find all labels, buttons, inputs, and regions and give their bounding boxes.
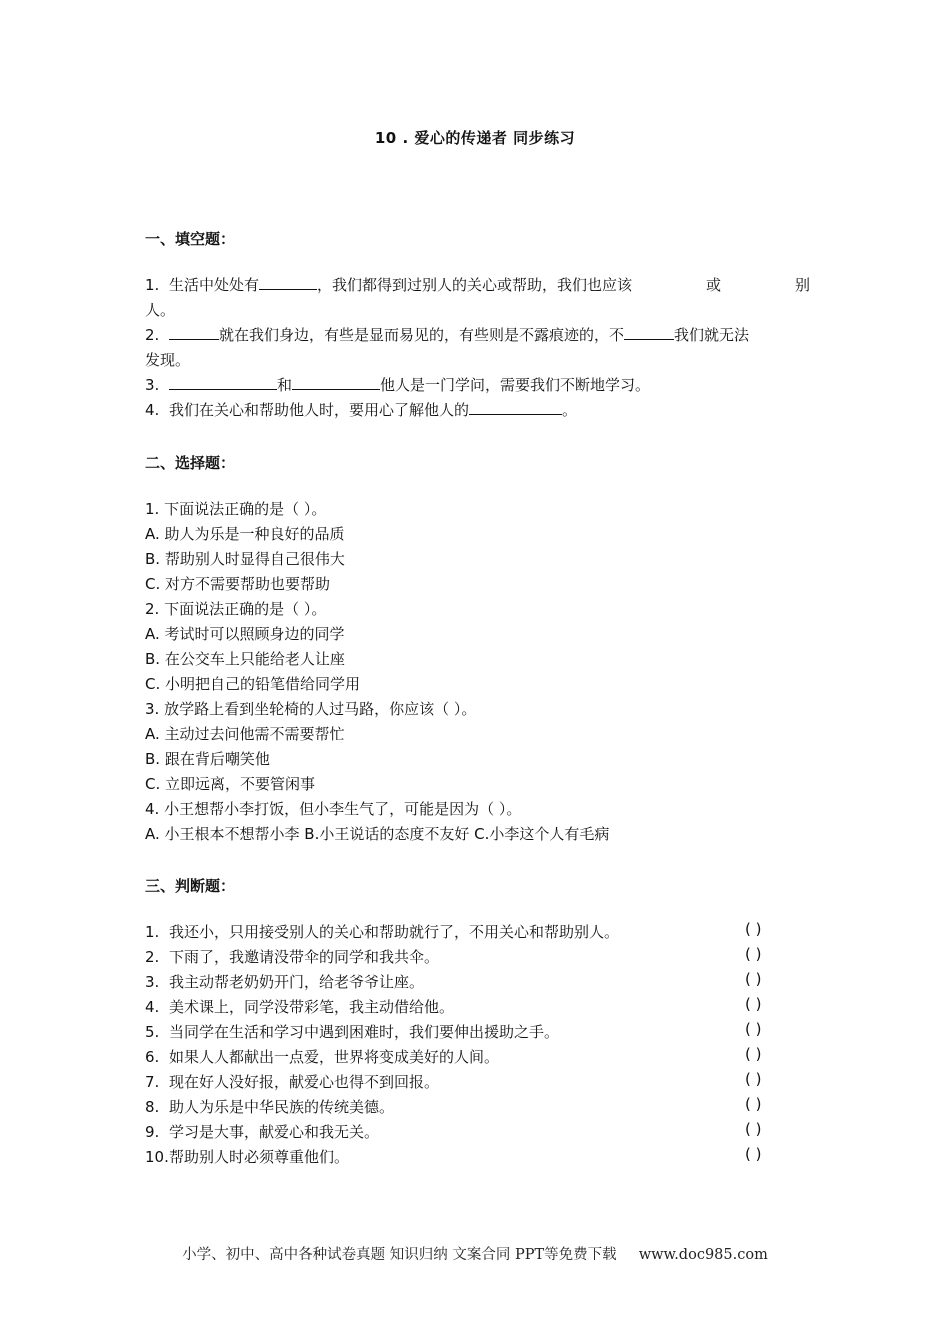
choice-line: 4. 小王想帮小李打饭，但小李生气了，可能是因为（ ）。 bbox=[145, 800, 522, 818]
judge-answer-paren[interactable]: ( ) bbox=[745, 1070, 762, 1088]
choice-option[interactable]: C. 对方不需要帮助也要帮助 bbox=[145, 575, 331, 593]
judge-item: 9. 学习是大事，献爱心和我无关。 bbox=[145, 1123, 380, 1141]
choice-option[interactable]: A. 小王根本不想帮小李 B.小王说话的态度不友好 C.小李这个人有毛病 bbox=[145, 825, 610, 843]
choice-line: 2. 下面说法正确的是（ ）。 bbox=[145, 600, 327, 618]
answer-blank[interactable] bbox=[259, 274, 317, 290]
judge-item: 1. 我还小，只用接受别人的关心和帮助就行了，不用关心和帮助别人。 bbox=[145, 923, 620, 941]
choice-option[interactable]: A. 主动过去问他需不需要帮忙 bbox=[145, 725, 345, 743]
judge-answer-paren[interactable]: ( ) bbox=[745, 920, 762, 938]
choice-option[interactable]: C. 立即远离，不要管闲事 bbox=[145, 775, 316, 793]
fill-blank-q3: 3. 和 他人是一门学问，需要我们不断地学习。 bbox=[145, 376, 651, 394]
page-title: 10 . 爱心的传递者 同步练习 bbox=[374, 129, 576, 147]
judge-item: 8. 助人为乐是中华民族的传统美德。 bbox=[145, 1098, 395, 1116]
judge-answer-paren[interactable]: ( ) bbox=[745, 1120, 762, 1138]
judge-answer-paren[interactable]: ( ) bbox=[745, 995, 762, 1013]
judge-item: 10.帮助别人时必须尊重他们。 bbox=[145, 1148, 350, 1166]
answer-blank[interactable] bbox=[169, 324, 219, 340]
fill-blank-q1: 1. 生活中处处有 ，我们都得到过别人的关心或帮助，我们也应该 或 别 人。 bbox=[145, 273, 810, 323]
fill-blank-q2: 2. 就在我们身边，有些是显而易见的，有些则是不露痕迹的，不 我们就无法 发现。 bbox=[145, 326, 750, 369]
choice-line: 1. 下面说法正确的是（ ）。 bbox=[145, 500, 327, 518]
judge-answer-paren[interactable]: ( ) bbox=[745, 1045, 762, 1063]
footer-link[interactable]: www.doc985.com bbox=[638, 1247, 768, 1263]
answer-blank[interactable] bbox=[624, 324, 674, 340]
judge-answer-paren[interactable]: ( ) bbox=[745, 970, 762, 988]
choice-option[interactable]: B. 跟在背后嘲笑他 bbox=[145, 750, 270, 768]
judge-item: 6. 如果人人都献出一点爱，世界将变成美好的人间。 bbox=[145, 1048, 500, 1066]
judge-answer-paren[interactable]: ( ) bbox=[745, 1145, 762, 1163]
footer-text: 小学、初中、高中各种试卷真题 知识归纳 文案合同 PPT等免费下载 bbox=[182, 1247, 617, 1263]
judge-answer-paren[interactable]: ( ) bbox=[745, 1020, 762, 1038]
judge-item: 3. 我主动帮老奶奶开门，给老爷爷让座。 bbox=[145, 973, 425, 991]
choice-option[interactable]: A. 考试时可以照顾身边的同学 bbox=[145, 625, 345, 643]
judge-item: 7. 现在好人没好报，献爱心也得不到回报。 bbox=[145, 1073, 440, 1091]
choice-option[interactable]: B. 在公交车上只能给老人让座 bbox=[145, 650, 345, 668]
section-judge-heading: 三、判断题： bbox=[145, 877, 236, 895]
choice-option[interactable]: A. 助人为乐是一种良好的品质 bbox=[145, 525, 345, 543]
fill-blank-q4: 4. 我们在关心和帮助他人时，要用心了解他人的 。 bbox=[145, 401, 578, 419]
page-footer bbox=[0, 1243, 950, 1264]
section-choice-heading: 二、选择题： bbox=[145, 454, 236, 472]
q-number: 1. bbox=[145, 276, 160, 294]
answer-blank[interactable] bbox=[292, 374, 380, 390]
judge-answer-paren[interactable]: ( ) bbox=[745, 1095, 762, 1113]
answer-blank[interactable] bbox=[469, 399, 562, 415]
judge-item: 5. 当同学在生活和学习中遇到困难时，我们要伸出援助之手。 bbox=[145, 1023, 560, 1041]
choice-line: 3. 放学路上看到坐轮椅的人过马路，你应该（ ）。 bbox=[145, 700, 477, 718]
choice-option[interactable]: C. 小明把自己的铅笔借给同学用 bbox=[145, 675, 361, 693]
judge-answer-paren[interactable]: ( ) bbox=[745, 945, 762, 963]
answer-blank[interactable] bbox=[169, 374, 277, 390]
judge-item: 4. 美术课上，同学没带彩笔，我主动借给他。 bbox=[145, 998, 455, 1016]
section-fill-blank-heading: 一、填空题： bbox=[145, 230, 236, 248]
judge-item: 2. 下雨了，我邀请没带伞的同学和我共伞。 bbox=[145, 948, 440, 966]
choice-option[interactable]: B. 帮助别人时显得自己很伟大 bbox=[145, 550, 345, 568]
